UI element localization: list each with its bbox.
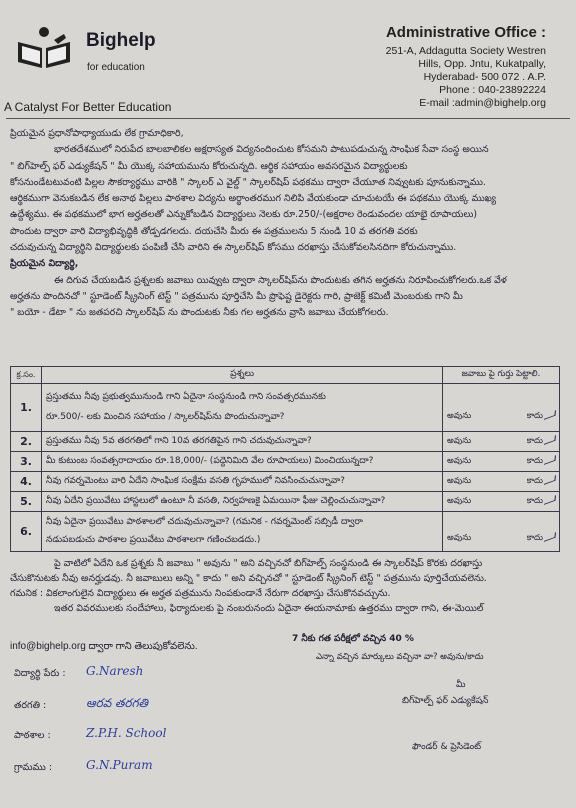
salutation: ప్రియమైన ప్రధానోపాధ్యాయుడు లేక గ్రామాధికారి, [10, 128, 184, 139]
yes-option[interactable]: అవును [447, 495, 472, 506]
field-label: పాఠశాల : [14, 730, 51, 741]
no-option[interactable]: కాదు [526, 495, 543, 506]
check-mark-icon [544, 435, 556, 445]
address-line: 251-A, Addagutta Society Westren [385, 45, 546, 57]
school-field [14, 730, 74, 743]
signer-org: బిగ్‌హెల్ప్ ఫర్ ఎడ్యుకేషన్ [402, 696, 489, 706]
check-mark-icon [544, 532, 556, 542]
question-text: ప్రస్తుతము నీవు 5వ తరగతిలో గాని 10వ తరగతిపైన గాని చదువుచున్నావా? [42, 432, 443, 452]
row-num: 3. [11, 452, 42, 472]
body-line: అర్హతను పొందినచో " స్టూడెంట్ స్క్రీనింగ్ టెస్ట్ " పత్రమును పూర్తిచేసి మీ ప్రొఫెష్ట డైరెక్టరు గారి, ప్రాజెక్ట్ కమిటీ మెంబరుకు గాని మీ [10, 290, 463, 302]
no-option[interactable]: కాదు [526, 410, 543, 421]
question-text: నీవు గవర్నమెంటు వారి ఏదేని సాంఘిక సంక్షేమ వసతి గృహములో నివసించుచున్నావా? [42, 472, 443, 492]
note-line: గమనిక : వికలాంగులైన విద్యార్థులు ఈ అర్హత పత్రమును నింపకుండానే నేరుగా దరఖాస్తు చేసుకొనవచ్చును. [10, 588, 391, 599]
answer-cell[interactable] [443, 492, 560, 512]
table-row [11, 384, 560, 432]
body-line: పొందుట ద్వారా వారి విద్యాభివృద్ధికి తోడ్పడగలదు. దయచేసి మీరు ఈ పత్రములను 5 నుండి 10 వ తరగతి వరకు [10, 225, 418, 237]
question-text: నీవు ఏదేని ప్రయివేటు హాస్టలులో ఉంటూ నీ వసతి, నిర్వహణకై ఏమయినా ఫీజు చెల్లించుచున్నావా? [42, 492, 443, 512]
student-name-value[interactable]: G.Naresh [86, 664, 144, 678]
closing-line: పై వాటిలో ఏదేని ఒక ప్రశ్నకు నీ జవాబు " అవును " అని వచ్చినచో బిగ్‌హెల్ప్ సంస్థనుండి ఈ స్కాలర్‌షిప్ కొరకు దరఖాస్తు [54, 558, 483, 569]
closing-text [10, 556, 566, 616]
header-answer: జవాబు పై గుర్తు పెట్టాలి. [443, 367, 560, 384]
row-num: 2. [11, 432, 42, 452]
row-question [42, 384, 443, 432]
yes-option[interactable]: అవును [447, 455, 472, 466]
table-row [11, 452, 560, 472]
school-value[interactable]: Z.P.H. School [86, 726, 167, 740]
answer-cell[interactable] [443, 432, 560, 452]
header-divider [6, 118, 570, 119]
question-text: ప్రస్తుతము నీవు ప్రభుత్వమునుండి గాని ఏదైనా సంస్థనుండి గాని సంవత్సరమునకు [46, 391, 326, 402]
office-title: Administrative Office : [385, 24, 546, 41]
answer-cell[interactable] [443, 452, 560, 472]
row-num: 5. [11, 492, 42, 512]
field-label: గ్రామము : [14, 762, 53, 773]
closing-line: చేసుకొనుటకు నీవు అనర్హుడవు. నీ జవాబులు అన్ని " కాదు " అని వచ్చినచో " స్టూడెంట్ స్క్రీనింగ్ టెస్ట్ " పత్రమును పూర్తిచేయవలెను. [10, 573, 487, 584]
closing-line: ఇతర వివరములకు సందేహాలు, ఫిర్యాదులకు పై నంబరునందు ఏదైనా ఈయనామాకు ఉత్తరము ద్వారా గాని, ఈ-మెయిల్ [54, 603, 484, 614]
answer-cell[interactable] [443, 384, 560, 432]
brand-name: Bighelp [86, 30, 156, 51]
body-line: ఉద్దేశ్యము. ఈ పథకములో భాగ అర్హతలతో ఎన్నుకోబడిన విద్యార్థులు నెలకు రూ.250/-(అక్షరాల రెండువందల యాభై రూపాయలు) [10, 209, 478, 221]
row-question [42, 512, 443, 552]
table-row [11, 472, 560, 492]
handwritten-note: ఎన్నా వచ్చిన మార్కులు వచ్చినా వా? అవును/కాదు [316, 652, 484, 662]
no-option[interactable]: కాదు [526, 475, 543, 486]
brand-subtitle: for education [87, 62, 145, 73]
village-field [14, 762, 74, 775]
table-row [11, 492, 560, 512]
letter-body [10, 126, 566, 322]
signer-yours: మీ [456, 680, 466, 690]
answer-cell[interactable] [443, 512, 560, 552]
answer-cell[interactable] [443, 472, 560, 492]
reading-figure-icon [14, 26, 74, 70]
row-num: 1. [11, 384, 42, 432]
header-question: ప్రశ్నలు [42, 367, 443, 384]
address-line: Hills, Opp. Jntu, Kukatpally, [418, 58, 546, 70]
question-text: నడుపబడుచు పాఠశాల ప్రయివేటు పాఠశాలగా గణించబడదు.) [46, 534, 261, 545]
check-mark-icon [544, 455, 556, 465]
question-text: రూ.500/- లకు మించిన సహాయం / స్కాలర్‌షిప్‌ను పొందుచున్నావా? [46, 411, 285, 422]
office-address-block [386, 24, 546, 110]
address-line: Hyderabad- 500 072 . A.P. [423, 71, 546, 83]
field-label: తరగతి : [14, 700, 47, 711]
phone-line: Phone : 040-23892224 [439, 84, 546, 96]
check-mark-icon [544, 475, 556, 485]
yes-option[interactable]: అవును [447, 410, 472, 421]
class-field [14, 700, 74, 713]
body-line: " బయో - డేటా " ను జతపరచి స్కాలర్‌షిప్ ను పొందుటకు నీకు గల అర్హతను వ్రాసి జవాబు చేయకోగలరు. [10, 307, 389, 319]
question-text: నీవు ఏదైనా ప్రయివేటు పాఠశాలలో చదువుచున్నావా? (గమనిక - గవర్నమెంట్ సబ్సిడీ ద్వారా [46, 516, 363, 527]
body-line: " బిగ్‌హెల్ప్ ఫర్ ఎడ్యుకేషన్ " మీ యొక్క సహాయమును కోరుచున్నది. ఆర్థిక సహాయం అవసరమైన విద్యార్థులకు [10, 160, 408, 172]
check-mark-icon [544, 495, 556, 505]
table-row [11, 512, 560, 552]
yes-option[interactable]: అవును [447, 475, 472, 486]
yes-option[interactable]: అవును [447, 435, 472, 446]
row-num: 4. [11, 472, 42, 492]
body-line: ఆర్థికముగా వెనుకబడిన లేక అనాథ పిల్లలు పాఠశాల విద్యను అర్థాంతరముగ నిలిపి వేయకుండా చూచుటయే ఈ పథకము యొక్క ముఖ్య [10, 193, 497, 205]
no-option[interactable]: కాదు [526, 435, 543, 446]
header-num: క్ర.సం. [11, 367, 42, 384]
yes-option[interactable]: అవును [447, 532, 472, 543]
question-text: మీ కుటుంబ సంవత్సరాదాయం రూ.18,000/- (పద్దెనిమిది వేల రూపాయలు) మించియున్నదా? [42, 452, 443, 472]
no-option[interactable]: కాదు [526, 532, 543, 543]
table-row [11, 432, 560, 452]
eligibility-table [10, 366, 560, 552]
tagline: A Catalyst For Better Education [4, 100, 172, 114]
row-num: 6. [11, 512, 42, 552]
no-option[interactable]: కాదు [526, 455, 543, 466]
body-line: భారతదేశములో నిరుపేద బాలబాలికల అక్షరాస్యత విద్యనందించుట కోసమని పాటుపడుచున్న సాంఘిక సేవా సంస్థ అయిన [54, 144, 489, 156]
signer-title: ఫౌండర్ & ప్రెసిడెంట్ [412, 742, 482, 752]
student-name-field [14, 668, 74, 681]
table-header-row [11, 367, 560, 384]
check-mark-icon [544, 410, 556, 420]
email-line: E-mail :admin@bighelp.org [419, 97, 546, 109]
student-salutation: ప్రియమైన విద్యార్థి, [10, 258, 79, 270]
village-value[interactable]: G.N.Puram [86, 758, 153, 772]
body-line: చదువుచున్న విద్యార్థిని విద్యార్థులకు పంపిణీ చేసి వారిని ఈ స్కాలర్‌షిప్ కోసము దరఖాస్తు చేసుకోవలసినదిగా కోరుచున్నాము. [10, 242, 457, 254]
body-line: ఈ దిగువ చేయబడిన ప్రశ్నలకు జవాబు యివ్వుట ద్వారా స్కాలర్‌షిప్‌ను పొందుటకు తగిన అర్హతను నిరూపించుకోగలరు.ఒక వేళ [54, 274, 507, 286]
body-line: కోసనుండేటటువంటి పిల్లల సౌకర్యార్థము వారికి " స్కాలర్ ఎ వైల్డ్ " స్కాలర్‌షిప్ పథకము ద్వారా చేయూత నివ్వుటకు పూనుకున్నాము. [10, 176, 486, 188]
field-label: విద్యార్థి పేరు : [14, 668, 66, 679]
contact-email-line: info@bighelp.org ద్వారా గాని తెలుపుకోవలెను. [10, 641, 198, 652]
class-value[interactable]: ఆరవ తరగతి [86, 696, 148, 710]
handwritten-note: 7 నీకు గత పరీక్షలో వచ్చిన 40 % [292, 634, 414, 644]
